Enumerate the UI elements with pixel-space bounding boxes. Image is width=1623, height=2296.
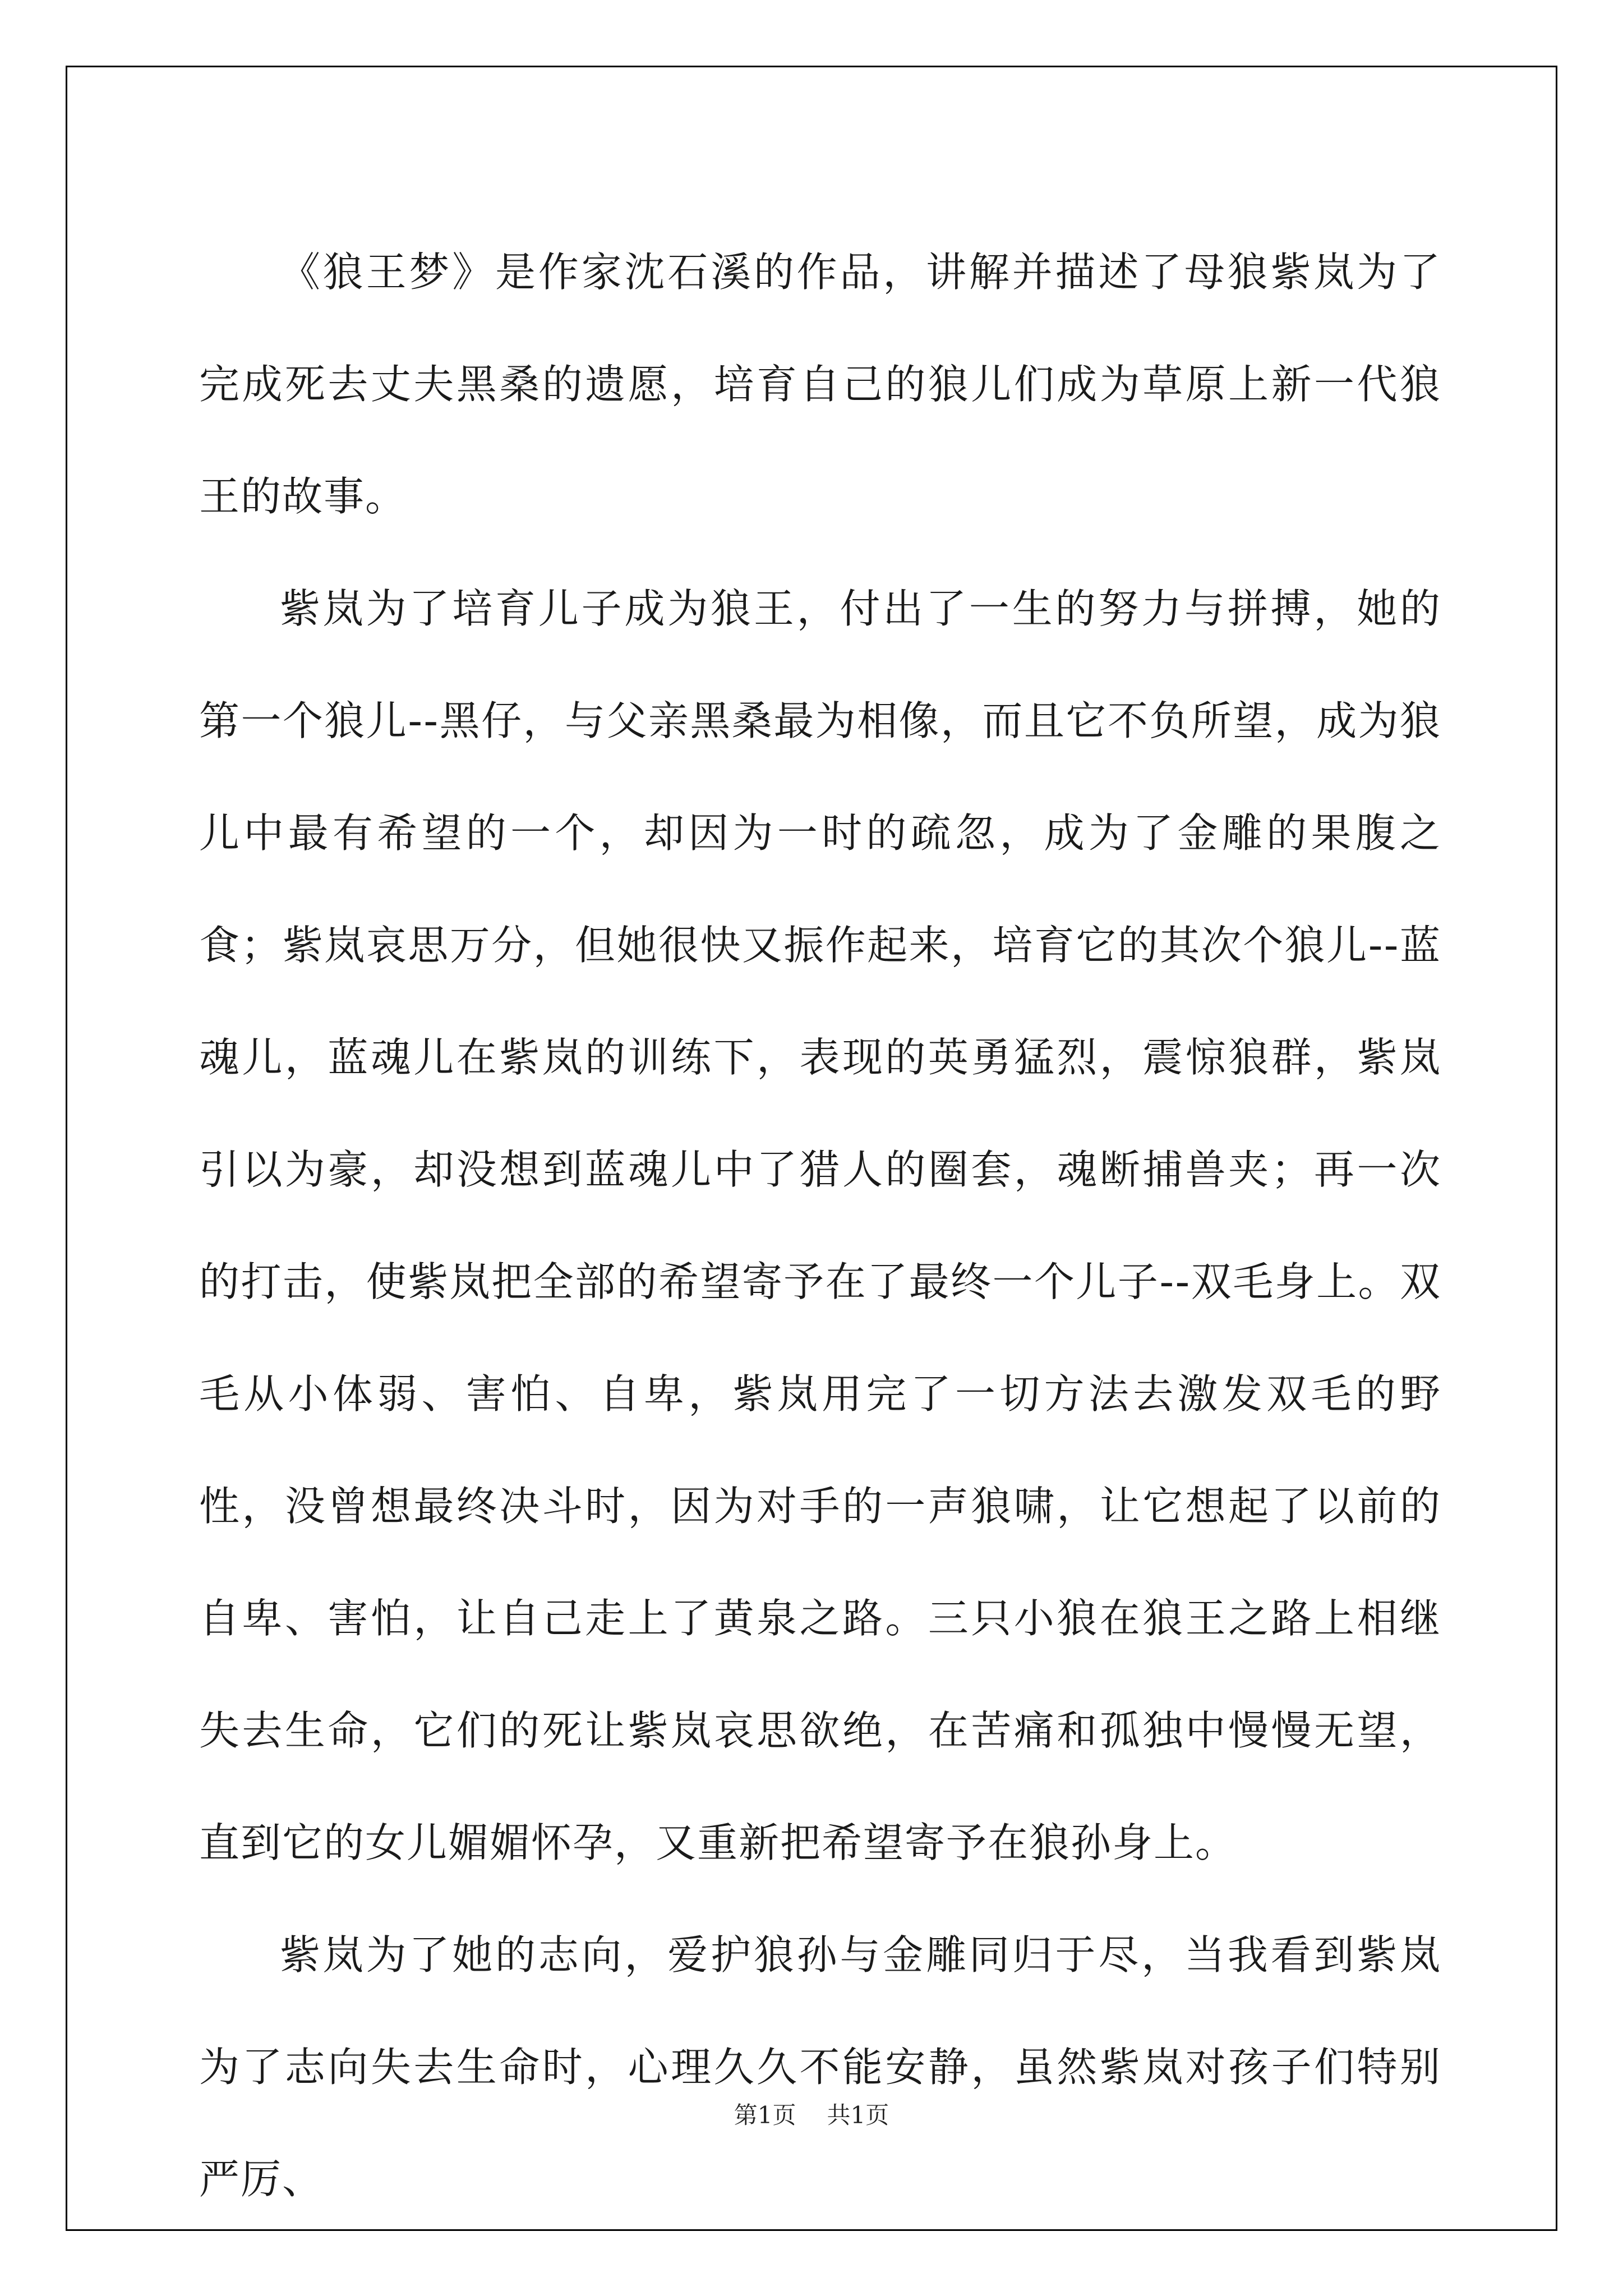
document-body bbox=[199, 216, 1441, 2235]
page-footer bbox=[0, 2097, 1623, 2131]
paragraph-3: 紫岚为了她的志向，爱护狼孙与金雕同归于尽，当我看到紫岚为了志向失去生命时，心理久久不能安静，虽然紫岚对孩子们特别严厉、 bbox=[199, 1931, 1441, 2203]
page-number: 第1页 bbox=[734, 2101, 796, 2129]
paragraph-1: 《狼王梦》是作家沈石溪的作品，讲解并描述了母狼紫岚为了完成死去丈夫黑桑的遗愿，培育自己的狼儿们成为草原上新一代狼王的故事。 bbox=[199, 249, 1441, 520]
paragraph-2: 紫岚为了培育儿子成为狼王，付出了一生的努力与拼搏，她的第一个狼儿--黑仔，与父亲黑桑最为相像，而且它不负所望，成为狼儿中最有希望的一个，却因为一时的疏忽，成为了金雕的果腹之食；紫岚哀思万分，但她很快又振作起来，培育它的其次个狼儿--蓝魂儿，蓝魂儿在紫岚的训练下，表现的英勇猛烈，震惊狼群，紫岚引以为豪，却没想到蓝魂儿中了猎人的圈套，魂断捕兽夹；再一次的打击，使紫岚把全部的希望寄予在了最终一个儿子--双毛身上。双毛从小体弱、害怕、自卑，紫岚用完了一切方法去激发双毛的野性，没曾想最终决斗时，因为对手的一声狼啸，让它想起了以前的自卑、害怕，让自己走上了黄泉之路。三只小狼在狼王之路上相继失去生命，它们的死让紫岚哀思欲绝，在苦痛和孤独中慢慢无望，直到它的女儿媚媚怀孕，又重新把希望寄予在狼孙身上。 bbox=[199, 585, 1441, 1866]
page-total: 共1页 bbox=[827, 2101, 889, 2129]
